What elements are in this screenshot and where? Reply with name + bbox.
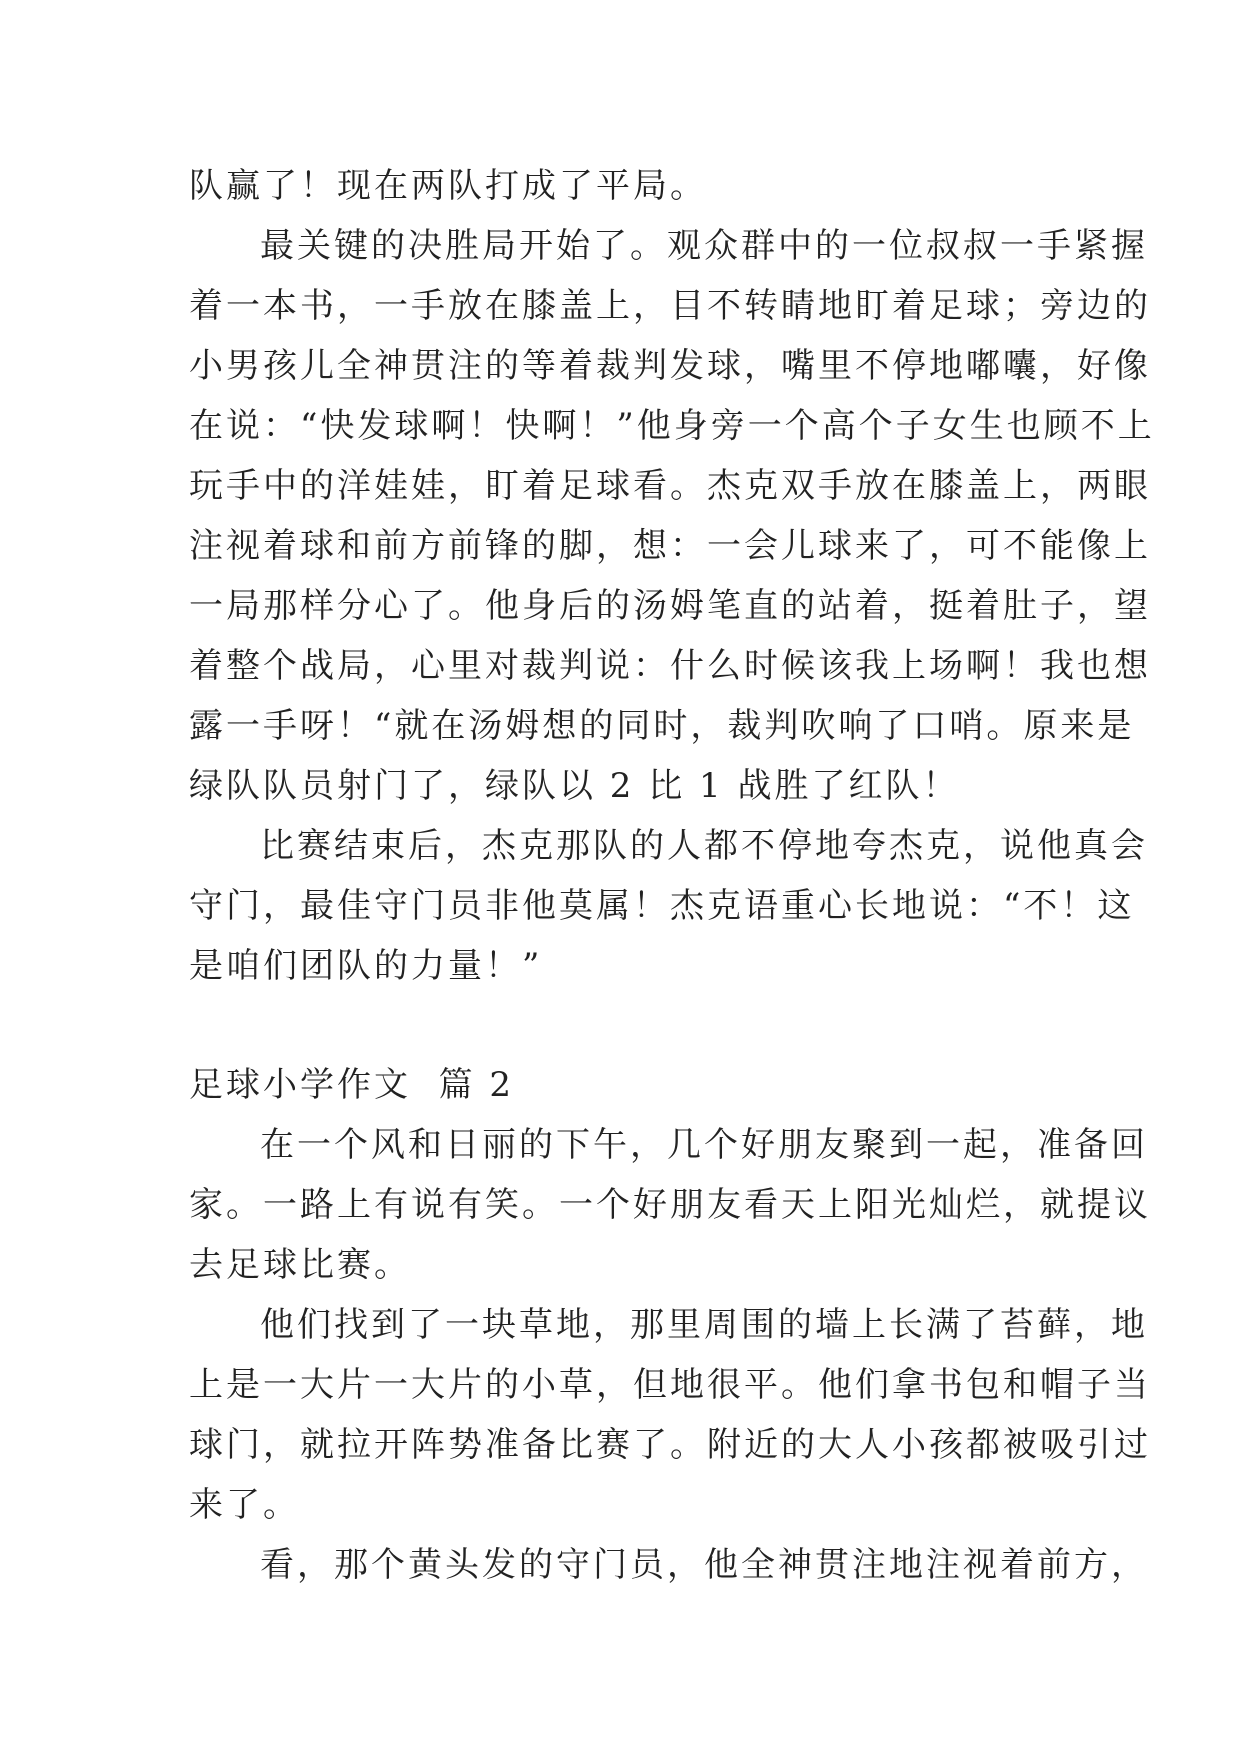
paragraph-line: 小男孩儿全神贯注的等着裁判发球，嘴里不停地嘟囔，好像 — [189, 346, 1151, 386]
paragraph-line: 一局那样分心了。他身后的汤姆笔直的站着，挺着肚子，望 — [189, 586, 1151, 626]
paragraph-line: 家。一路上有说有笑。一个好朋友看天上阳光灿烂，就提议 — [189, 1185, 1151, 1225]
paragraph-line: 露一手呀！“就在汤姆想的同时，裁判吹响了口哨。原来是 — [189, 706, 1135, 746]
paragraph-line: 比赛结束后，杰克那队的人都不停地夸杰克，说他真会 — [260, 826, 1148, 866]
paragraph-line: 在一个风和日丽的下午，几个好朋友聚到一起，准备回 — [260, 1125, 1148, 1165]
paragraph-line: 他们找到了一块草地，那里周围的墙上长满了苔藓，地 — [260, 1305, 1148, 1345]
paragraph-line: 去足球比赛。 — [189, 1245, 411, 1285]
paragraph-line: 来了。 — [189, 1485, 300, 1525]
paragraph-line: 着整个战局，心里对裁判说：什么时候该我上场啊！我也想 — [189, 646, 1151, 686]
paragraph-line: 上是一大片一大片的小草，但地很平。他们拿书包和帽子当 — [189, 1365, 1151, 1405]
paragraph-line: 最关键的决胜局开始了。观众群中的一位叔叔一手紧握 — [260, 226, 1148, 266]
paragraph-line: 绿队队员射门了，绿队以 2 比 1 战胜了红队！ — [189, 766, 960, 806]
paragraph-line: 看，那个黄头发的守门员，他全神贯注地注视着前方， — [260, 1545, 1148, 1585]
paragraph-line: 在说：“快发球啊！快啊！”他身旁一个高个子女生也顾不上 — [189, 406, 1155, 446]
section-heading: 足球小学作文 篇 2 — [189, 1065, 515, 1105]
paragraph-line: 注视着球和前方前锋的脚，想：一会儿球来了，可不能像上 — [189, 526, 1151, 566]
paragraph-line: 球门，就拉开阵势准备比赛了。附近的大人小孩都被吸引过 — [189, 1425, 1151, 1465]
paragraph-line: 是咱们团队的力量！” — [189, 946, 543, 986]
paragraph-line: 守门，最佳守门员非他莫属！杰克语重心长地说：“不！这 — [189, 886, 1135, 926]
paragraph-line: 玩手中的洋娃娃，盯着足球看。杰克双手放在膝盖上，两眼 — [189, 466, 1151, 506]
paragraph-line: 队赢了！现在两队打成了平局。 — [189, 166, 707, 206]
paragraph-line: 着一本书，一手放在膝盖上，目不转睛地盯着足球；旁边的 — [189, 286, 1151, 326]
